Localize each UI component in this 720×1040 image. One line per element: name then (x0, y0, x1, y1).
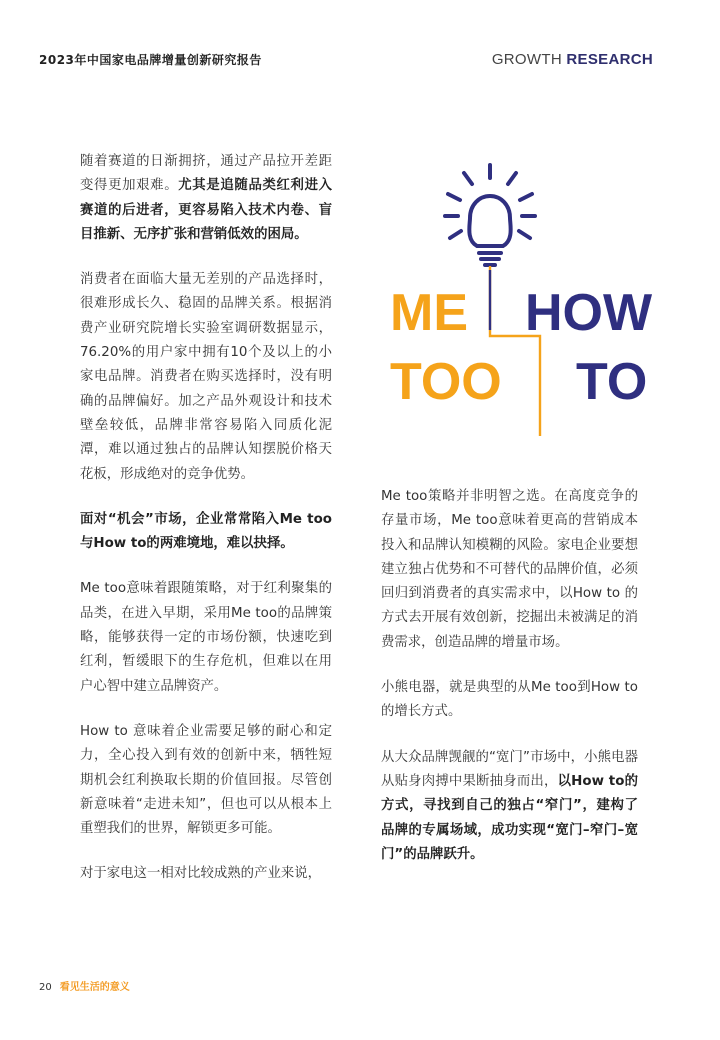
report-title: 2023年中国家电品牌增量创新研究报告 (39, 53, 262, 67)
paragraph-text: 随着赛道的日渐拥挤，通过产品拉开差距变得更加艰难。 (80, 154, 332, 194)
right-column (381, 485, 638, 888)
paragraph: Me too意味着跟随策略，对于红利聚集的品类，在进入早期，采用Me too的品牌策略，能够获得一定的市场份额，快速吃到红利，暂缓眼下的生存危机，但难以在用户心智中建立品牌资产。 (80, 581, 332, 694)
paragraph-text: 从大众品牌觊觎的“宽门”市场中，小熊电器从贴身肉搏中果断抽身而出， (381, 749, 638, 789)
paragraph: 消费者在面临大量无差别的产品选择时，很难形成长久、稳固的品牌关系。根据消费产业研究院增长实验室调研数据显示，76.20%的用户家中拥有10个及以上的小家电品牌。消费者在购买选择时，没有明确的品牌偏好。加之产品外观设计和技术壁垒较低，品牌非常容易陷入同质化泥潭，难以通过独占的品牌认知摆脱价格天花板，形成绝对的竞争优势。 (80, 272, 332, 482)
paragraph (381, 746, 638, 867)
brand-logo (492, 51, 653, 68)
footer-slogan: 看见生活的意义 (59, 982, 130, 993)
page-footer (39, 978, 130, 993)
paragraph (80, 508, 332, 557)
paragraph: How to 意味着企业需要足够的耐心和定力，全心投入到有效的创新中来，牺牲短期机会红利换取长期的价值回报。尽管创新意味着“走进未知”，但也可以从根本上重塑我们的世界，解锁更多可能。 (80, 723, 332, 837)
paragraph: Me too策略并非明智之选。在高度竞争的存量市场，Me too意味着更高的营销成本投入和品牌认知模糊的风险。家电企业要想建立独占优势和不可替代的品牌价值，必须回归到消费者的真实需求中，以How to 的方式去开展有效创新，挖掘出未被满足的消费需求，创造品牌的增量市场。 (381, 489, 638, 650)
paragraph (80, 150, 332, 247)
paragraph: 对于家电这一相对比较成熟的产业来说， (80, 866, 322, 882)
word-to: TO (576, 353, 648, 411)
paragraph: 小熊电器，就是典型的从Me too到How to的增长方式。 (381, 680, 638, 720)
paragraph-emphasis: 尤其是追随品类红利进入赛道的后进者，更容易陷入技术内卷、盲目推新、无序扩张和营销低效的困局。 (80, 178, 333, 242)
brand-growth: GROWTH (491, 51, 562, 68)
word-too: TOO (390, 353, 502, 411)
metoo-howto-illustration (382, 158, 652, 448)
lightbulb-icon (445, 165, 535, 265)
left-column (80, 150, 332, 908)
word-how: HOW (525, 284, 652, 342)
word-me: ME (390, 284, 468, 342)
page-number: 20 (39, 982, 52, 993)
brand-research: RESEARCH (566, 51, 653, 68)
paragraph-emphasis: 面对“机会”市场，企业常常陷入Me too与How to的两难境地，难以抉择。 (80, 511, 332, 552)
paragraph-emphasis: 以How to的方式，寻找到自己的独占“窄门”，建构了品牌的专属场域，成功实现“宽门–窄门–宽门”的品牌跃升。 (381, 773, 638, 862)
